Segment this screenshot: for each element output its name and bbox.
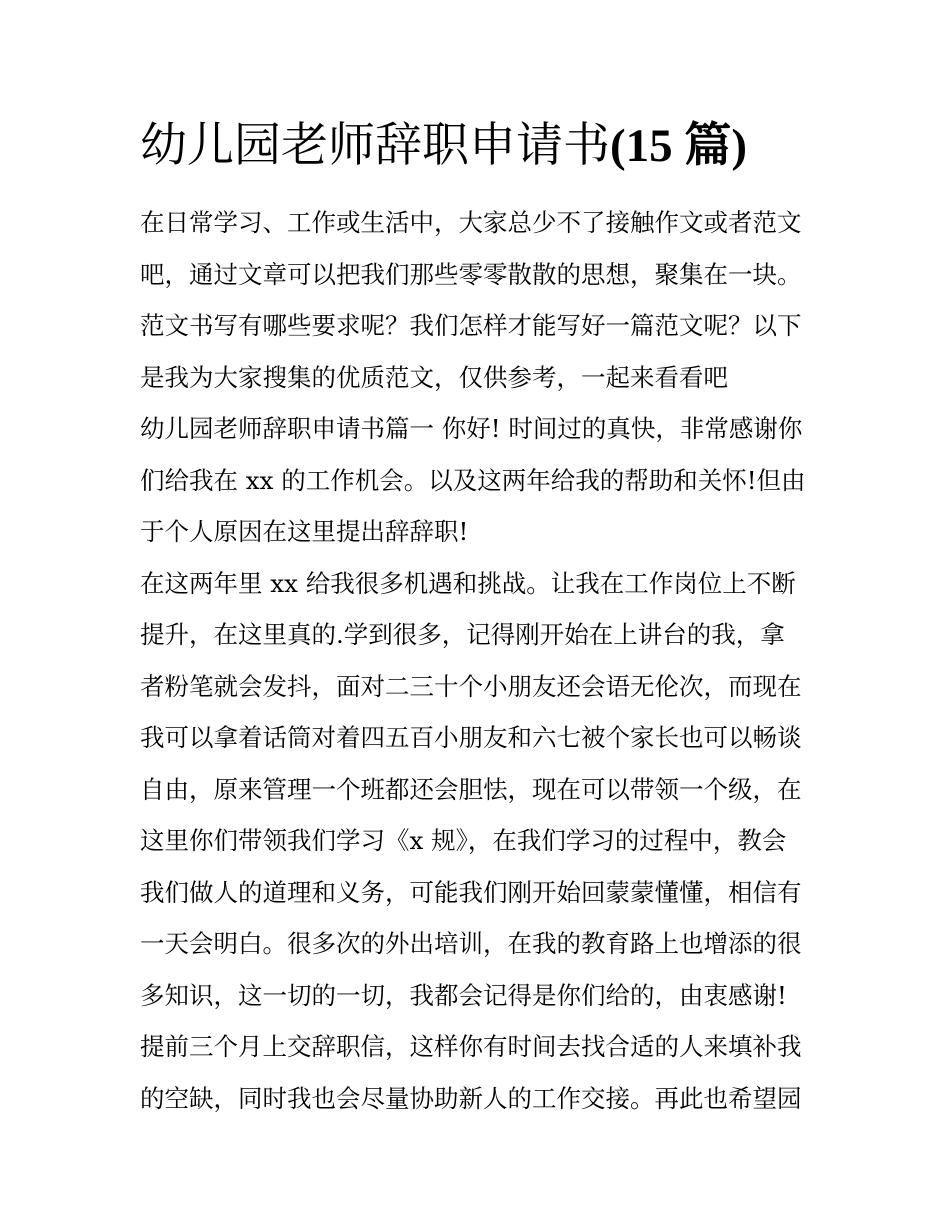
text-line: 一天会明白。很多次的外出培训，在我的教育路上也增添的很 <box>140 929 802 958</box>
text-line: 的空缺，同时我也会尽量协助新人的工作交接。再此也希望园 <box>140 1083 802 1113</box>
text-line: 提升，在这里真的.学到很多，记得刚开始在上讲台的我，拿 <box>140 620 785 649</box>
text-line: 在这两年里 xx 给我很多机遇和挑战。让我在工作岗位上不断 <box>140 568 796 598</box>
text-line: 这里你们带领我们学习《x 规》，在我们学习的过程中，教会 <box>140 826 787 855</box>
text-line: 我可以拿着话筒对着四五百小朋友和六七被个家长也可以畅谈 <box>140 723 802 752</box>
title-text: 幼儿园老师辞职申请书 <box>140 118 610 173</box>
text-line: 吧，通过文章可以把我们那些零零散散的思想，聚集在一块。 <box>140 259 802 289</box>
text-line: 们给我在 xx 的工作机会。以及这两年给我的帮助和关怀!但由 <box>140 465 806 495</box>
text-line: 幼儿园老师辞职申请书篇一 你好! 时间过的真快，非常感谢你 <box>140 414 803 443</box>
text-line: 是我为大家搜集的优质范文，仅供参考，一起来看看吧 <box>140 362 728 392</box>
text-line: 在日常学习、工作或生活中，大家总少不了接触作文或者范文 <box>140 208 802 237</box>
text-line: 我们做人的道理和义务，可能我们刚开始回蒙蒙懂懂，相信有 <box>140 877 802 907</box>
text-line: 于个人原因在这里提出辞辞职! <box>140 517 469 546</box>
text-line: 范文书写有哪些要求呢？我们怎样才能写好一篇范文呢？以下 <box>140 311 802 340</box>
text-line: 者粉笔就会发抖，面对二三十个小朋友还会语无伦次，而现在 <box>140 671 802 701</box>
body-text <box>140 197 820 1124</box>
text-line: 自由，原来管理一个班都还会胆怯，现在可以带领一个级，在 <box>140 774 802 804</box>
document-title <box>140 116 747 176</box>
text-line: 提前三个月上交辞职信，这样你有时间去找合适的人来填补我 <box>140 1032 802 1061</box>
text-line: 多知识，这一切的一切，我都会记得是你们给的，由衷感谢! <box>140 980 787 1010</box>
title-count: (15 篇) <box>610 120 748 172</box>
